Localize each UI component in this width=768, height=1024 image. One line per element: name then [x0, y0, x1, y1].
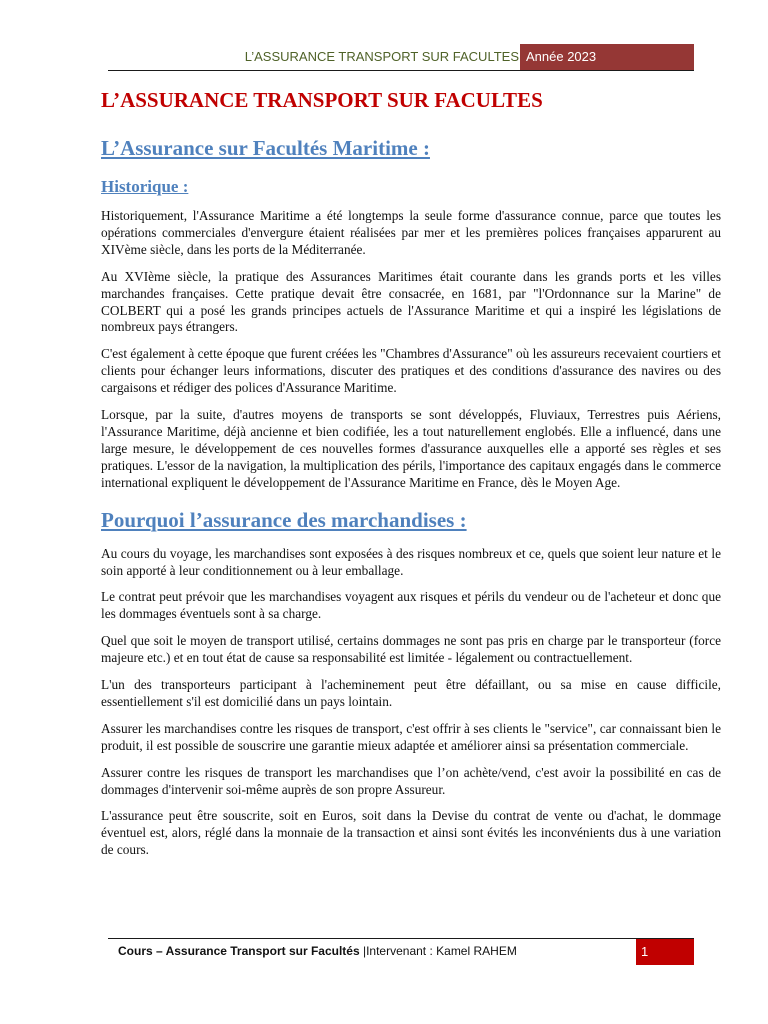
paragraph: Lorsque, par la suite, d'autres moyens de transports se sont développés, Fluviaux, Terrestres puis Aériens, l'Assurance Maritime, déjà ancienne et bien codifiée, les a tout naturellement englobés. Elle a influencé, dans une large mesure, le développement de ces nouvelles formes d'assurance auxquelles elle a apporté ses règles et ses pratiques. L'essor de la navigation, la multiplication des périls, l'importance des capitaux engagés dans le commerce international expliquent le développement de l'Assurance Maritime en France, dès le Moyen Age.: [101, 407, 721, 490]
paragraph: Assurer les marchandises contre les risques de transport, c'est offrir à ses clients le "service", car connaissant bien le produit, il est possible de souscrire une garantie mieux adaptée et améliorer ainsi sa présentation commerciale.: [101, 720, 721, 753]
header-year-badge: Année 2023: [520, 44, 694, 70]
paragraph: Au XVIème siècle, la pratique des Assurances Maritimes était courante dans les grands ports et les villes marchandes françaises. Cette pratique devait être consacrée, en 1681, par "l'Ordonnance sur la Marine" de COLBERT qui a posé les grands principes actuels de l'Assurance Maritime et qui a inspiré les législations de nombreux pays étrangers.: [101, 268, 721, 335]
footer-separator: |: [359, 944, 367, 958]
page-header: [108, 44, 694, 71]
paragraph: C'est également à cette époque que furent créées les "Chambres d'Assurance" où les assureurs recevaient courtiers et clients pour échanger leurs informations, discuter des pratiques et des conditions d'assurance des navires ou des cargaisons et rédiger des polices d'Assurance Maritime.: [101, 346, 721, 396]
section-heading-pourquoi: Pourquoi l’assurance des marchandises :: [101, 507, 467, 532]
page-number: 1: [636, 939, 694, 965]
paragraph: Historiquement, l'Assurance Maritime a été longtemps la seule forme d'assurance connue, parce que toutes les opérations commerciales d'envergure étaient réalisées par mer et les premières polices françaises apparurent au XIVème siècle, dans les ports de la Méditerranée.: [101, 208, 721, 257]
footer-course-title: Cours – Assurance Transport sur Facultés: [118, 944, 360, 958]
page-footer: [108, 938, 694, 965]
paragraph: Assurer contre les risques de transport les marchandises que l’on achète/vend, c'est avoir la possibilité en cas de dommages d'intervenir soi-même auprès de son propre Assureur.: [101, 764, 721, 797]
subsection-heading-historique: Historique :: [101, 177, 189, 196]
footer-text: [118, 944, 517, 958]
footer-instructor: Intervenant : Kamel RAHEM: [366, 944, 517, 958]
paragraph: Quel que soit le moyen de transport utilisé, certains dommages ne sont pas pris en charge par le transporteur (force majeure etc.) et en tout état de cause sa responsabilité est limitée - légalement ou contractuellement.: [101, 633, 721, 666]
paragraph: L'un des transporteurs participant à l'acheminement peut être défaillant, ou sa mise en cause difficile, essentiellement s'il est domicilié dans un pays lointain.: [101, 677, 721, 709]
section-heading-maritime: L’Assurance sur Facultés Maritime :: [101, 136, 430, 160]
document-title: L’ASSURANCE TRANSPORT SUR FACULTES: [101, 88, 543, 112]
paragraph: Au cours du voyage, les marchandises sont exposées à des risques nombreux et ce, quels que soient leur nature et le soin apporté à leur conditionnement ou à leur emballage.: [101, 545, 721, 578]
header-title: L’ASSURANCE TRANSPORT SUR FACULTES: [244, 49, 519, 64]
document-body: [101, 86, 721, 869]
paragraph: L'assurance peut être souscrite, soit en Euros, soit dans la Devise du contrat de vente ou d'achat, le dommage éventuel est, alors, réglé dans la monnaie de la transaction et ainsi sont évités les inconvénients dus à une variation de cours.: [101, 808, 721, 858]
paragraph: Le contrat peut prévoir que les marchandises voyagent aux risques et périls du vendeur ou de l'acheteur et donc que les dommages éventuels sont à sa charge.: [101, 589, 721, 622]
